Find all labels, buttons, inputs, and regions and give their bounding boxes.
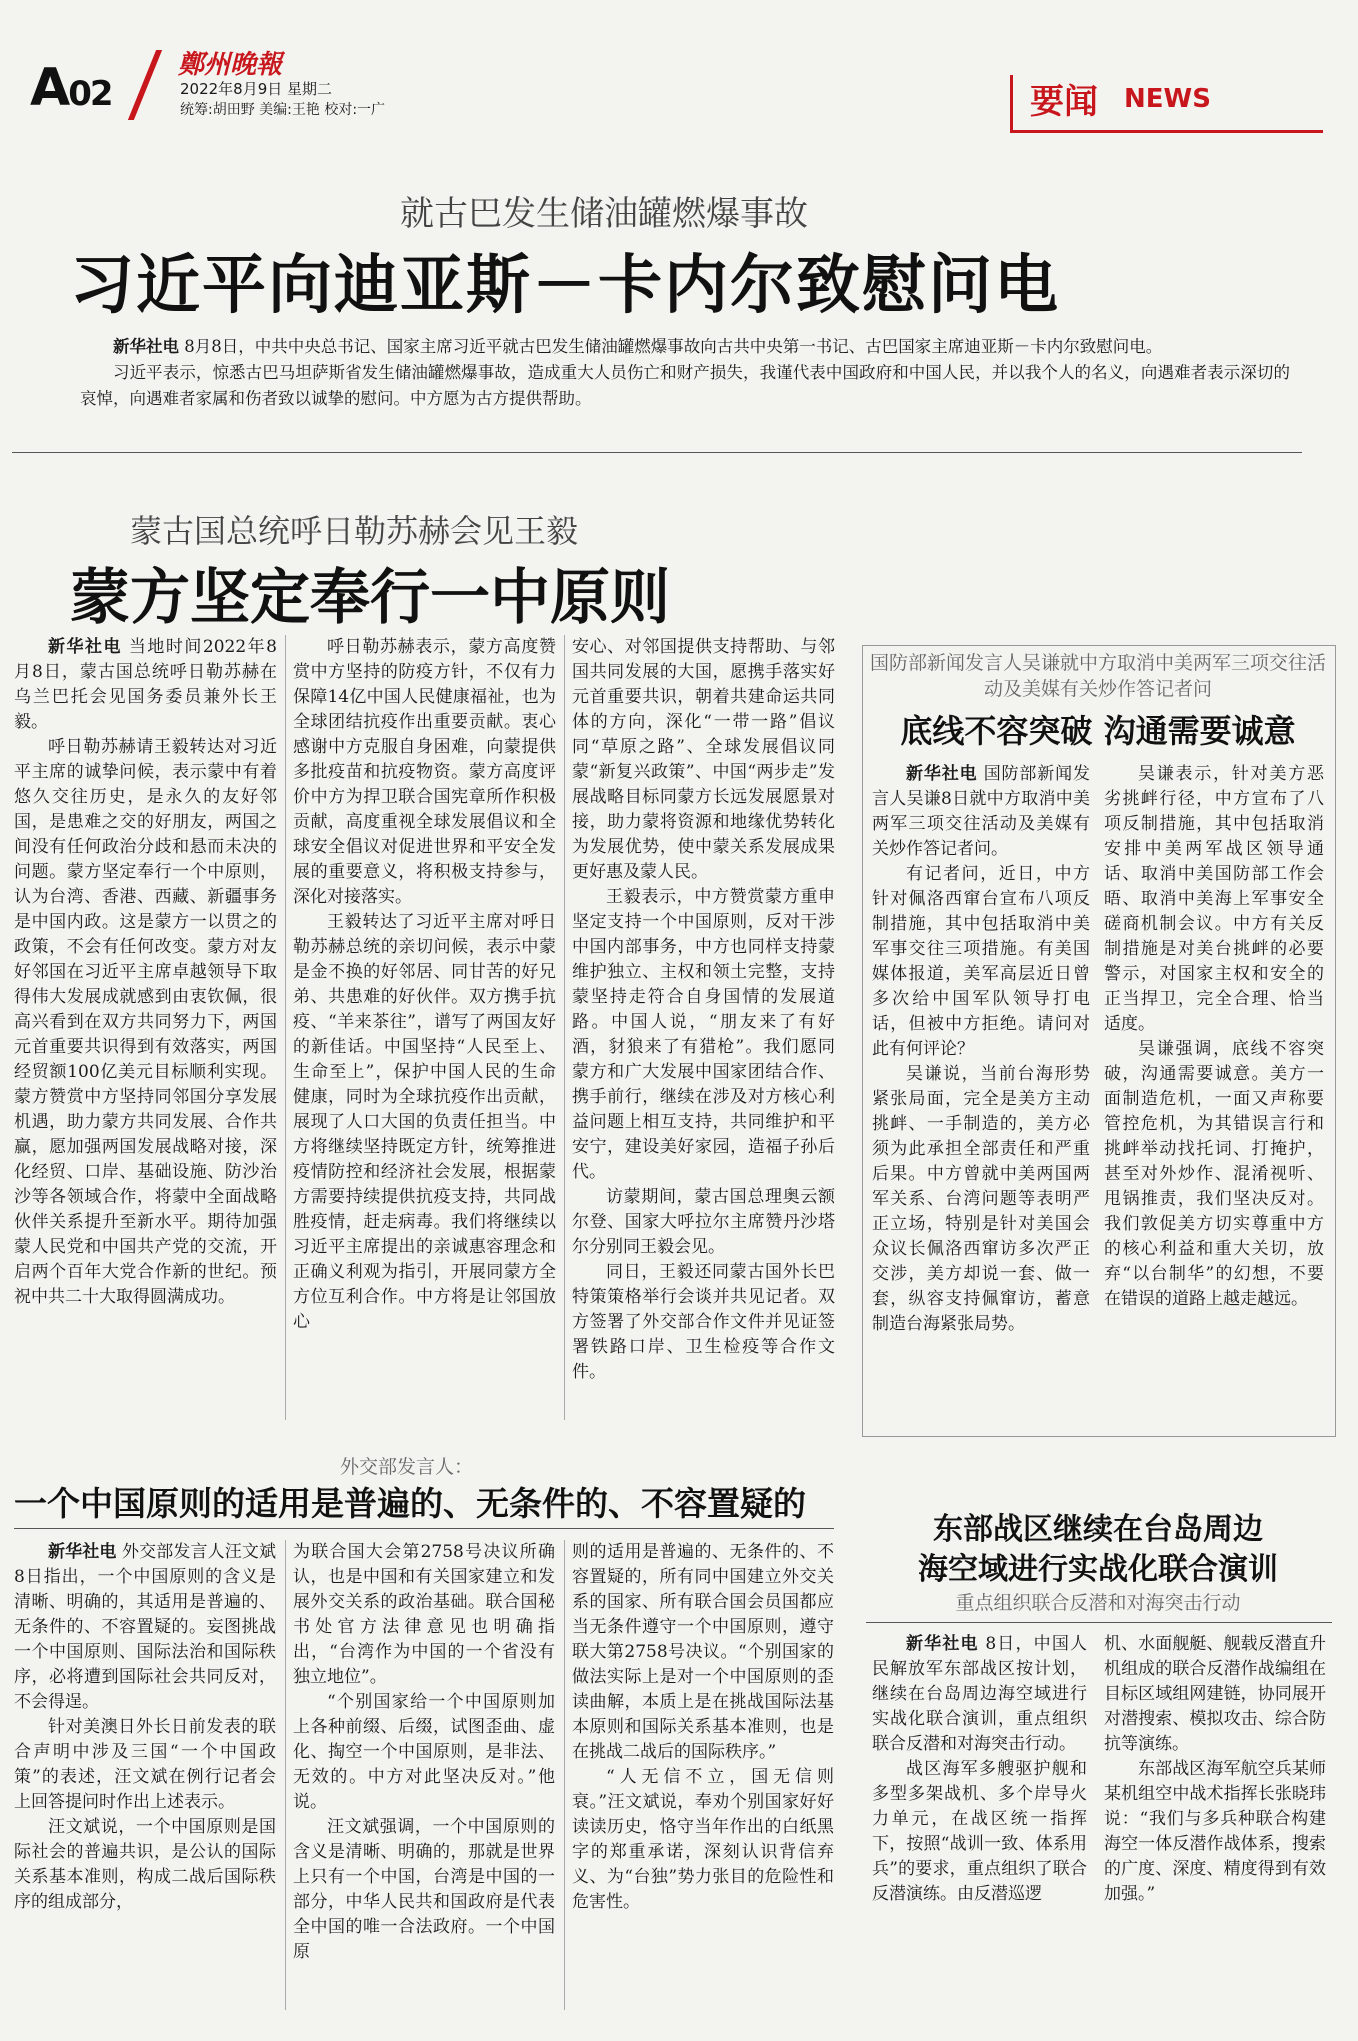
story4-col1-para: 针对美澳日外长日前发表的联合声明中涉及三国“一个中国政策”的表述，汪文斌在例行记者会上回答提问时作出上述表示。	[14, 1717, 276, 1812]
story1-para2: 习近平表示，惊悉古巴马坦萨斯省发生储油罐燃爆事故，造成重大人员伤亡和财产损失，我谨代表中国政府和中国人民，并以我个人的名义，向遇难者表示深切的哀悼，向遇难者家属和伤者致以诚挚的慰问。中方愿为古方提供帮助。	[80, 363, 1290, 408]
story3-col2-para: 吴谦表示，针对美方恶劣挑衅行径，中方宣布了八项反制措施，其中包括取消安排中美两军战区领导通话、取消中美国防部工作会晤、取消中美海上军事安全磋商机制会议。中方有关反制措施是对美台挑衅的必要警示，对国家主权和安全的正当捍卫，完全合理、恰当适度。	[1104, 764, 1324, 1034]
column-divider	[285, 1540, 286, 2010]
story2-col2-para: 王毅转达了习近平主席对呼日勒苏赫总统的亲切问候，表示中蒙是金不换的好邻居、同甘苦的好兄弟、共患难的好伙伴。双方携手抗疫、“羊来茶往”，谱写了两国友好的新佳话。中国坚持“人民至上、生命至上”，保护中国人民的生命健康，同时为全球抗疫作出贡献，展现了人口大国的负责任担当。中方将继续坚持既定方针，统筹推进疫情防控和经济社会发展，根据蒙方需要持续提供抗疫支持，共同战胜疫情，赶走病毒。我们将继续以习近平主席提出的亲诚惠容理念和正确义利观为指引，开展同蒙方全方位互利合作。中方将是让邻国放心	[293, 912, 556, 1332]
story3-lede: 新华社电	[906, 764, 978, 784]
story2-column-2	[293, 635, 556, 1425]
section-title-en: NEWS	[1124, 84, 1211, 114]
story4-column-2	[293, 1540, 555, 2020]
page-letter: A	[30, 58, 69, 118]
story3-subhead: 国防部新闻发言人吴谦就中方取消中美两军三项交往活动及美媒有关炒作答记者问	[870, 652, 1327, 700]
masthead-logo: 鄭州晚報	[178, 50, 283, 80]
story4-col2-para: 汪文斌强调，一个中国原则的含义是清晰、明确的，那就是世界上只有一个中国，台湾是中国的一部分，中华人民共和国政府是代表全中国的唯一合法政府。一个中国原	[293, 1817, 555, 1962]
page-digits: 02	[68, 74, 112, 114]
story3-col1-para: 吴谦说，当前台海形势紧张局面，完全是美方主动挑衅、一手制造的，美方必须为此承担全部责任和严重后果。中方曾就中美两国两军关系、台湾问题等表明严正立场，特别是针对美国会众议长佩洛西窜访多次严正交涉，美方却说一套、做一套，纵容支持佩窜访，蓄意制造台海紧张局势。	[872, 1064, 1090, 1334]
story2-col3-para: 访蒙期间，蒙古国总理奥云额尔登、国家大呼拉尔主席赞丹沙塔尔分别同王毅会见。	[572, 1187, 835, 1257]
staff-credits: 统筹:胡田野 美编:王艳 校对:一广	[180, 102, 386, 118]
story2-kicker: 蒙古国总统呼日勒苏赫会见王毅	[130, 512, 579, 550]
story3-column-1	[872, 762, 1090, 1427]
story5-headline-line1: 东部战区继续在台岛周边	[933, 1512, 1263, 1547]
story4-kicker: 外交部发言人：	[340, 1456, 474, 1478]
story3-col1-para: 有记者问，近日，中方针对佩洛西窜台宣布八项反制措施，其中包括取消中美军事交往三项措施。有美国媒体报道，美军高层近日曾多次给中国军队领导打电话，但被中方拒绝。请问对此有何评论？	[872, 864, 1090, 1059]
story5-subhead: 重点组织联合反潜和对海突击行动	[955, 1592, 1241, 1614]
story1-headline: 习近平向迪亚斯－卡内尔致慰问电	[70, 248, 1060, 323]
story4-col2-para: “个别国家给一个中国原则加上各种前缀、后缀，试图歪曲、虚化、掏空一个中国原则，是非法、无效的。中方对此坚决反对。”他说。	[293, 1692, 555, 1812]
story1-para1: 8月8日，中共中央总书记、国家主席习近平就古巴发生储油罐燃爆事故向古共中央第一书记、古巴国家主席迪亚斯－卡内尔致慰问电。	[184, 337, 1163, 356]
story1-kicker: 就古巴发生储油罐燃爆事故	[400, 194, 808, 234]
page-number	[30, 58, 112, 118]
story4-column-1	[14, 1540, 276, 2020]
story2-headline: 蒙方坚定奉行一中原则	[70, 563, 670, 633]
story3-headline: 底线不容突破 沟通需要诚意	[900, 712, 1296, 750]
story5-column-1	[872, 1632, 1087, 2022]
story5-col2-para: 东部战区海军航空兵某师某机组空中战术指挥长张晓玮说：“我们与多兵种联合构建海空一体反潜作战体系，搜索的广度、深度、精度得到有效加强。”	[1104, 1759, 1326, 1904]
header-slash-decoration	[128, 50, 162, 120]
story5-col1-para: 8日，中国人民解放军东部战区按计划，继续在台岛周边海空域进行实战化联合演训，重点组织联合反潜和对海突击行动。	[872, 1634, 1087, 1754]
story4-col1-para: 外交部发言人汪文斌8日指出，一个中国原则的含义是清晰、明确的，其适用是普遍的、无条件的、不容置疑的。妄图挑战一个中国原则、国际法治和国际秩序，必将遭到国际社会共同反对，不会得逞。	[14, 1542, 276, 1712]
issue-date: 2022年8月9日 星期二	[180, 80, 333, 98]
column-divider	[285, 635, 286, 1420]
story4-column-3	[572, 1540, 834, 2020]
story2-column-1	[14, 635, 277, 1425]
column-divider	[564, 1540, 565, 2010]
story3-col2-para: 吴谦强调，底线不容突破，沟通需要诚意。美方一面制造危机，一面又声称要管控危机，为其错误言行和挑衅举动找托词、打掩护，甚至对外炒作、混淆视听、甩锅推责，我们坚决反对。我们敦促美方切实尊重中方的核心利益和重大关切，放弃“以台制华”的幻想，不要在错误的道路上越走越远。	[1104, 1039, 1324, 1309]
story2-col3-para: 安心、对邻国提供支持帮助、与邻国共同发展的大国，愿携手落实好元首重要共识，朝着共建命运共同体的方向，深化“一带一路”倡议同“草原之路”、全球发展倡议同蒙“新复兴政策”、中国“两步走”发展战略目标同蒙方长远发展愿景对接，助力蒙将资源和地缘优势转化为发展优势，使中蒙关系发展成果更好惠及蒙人民。	[572, 637, 835, 882]
story2-col1-para: 呼日勒苏赫请王毅转达对习近平主席的诚挚问候，表示蒙中有着悠久交往历史，是永久的友好邻国，是患难之交的好朋友，两国之间没有任何政治分歧和悬而未决的问题。蒙方坚定奉行一个中原则，认为台湾、香港、西藏、新疆事务是中国内政。这是蒙方一以贯之的政策，不会有任何改变。蒙方对友好邻国在习近平主席卓越领导下取得伟大发展成就感到由衷钦佩，很高兴看到在双方共同努力下，两国元首重要共识得到有效落实，两国经贸额100亿美元目标顺利实现。蒙方赞赏中方坚持同邻国分享发展机遇，助力蒙方共同发展、合作共赢，愿加强两国发展战略对接，深化经贸、口岸、基础设施、防沙治沙等各领域合作，将蒙中全面战略伙伴关系提升至新水平。期待加强蒙人民党和中国共产党的交流，开启两个百年大党合作新的世纪。预祝中共二十大取得圆满成功。	[14, 737, 277, 1307]
story3-column-2	[1104, 762, 1324, 1427]
story2-col2-para: 呼日勒苏赫表示，蒙方高度赞赏中方坚持的防疫方针，不仅有力保障14亿中国人民健康福祉，也为全球团结抗疫作出重要贡献。衷心感谢中方克服自身困难，向蒙提供多批疫苗和抗疫物资。蒙方高度评价中方为捍卫联合国宪章所作积极贡献，高度重视全球发展倡议和全球安全倡议对促进世界和平安全发展的重要意义，将积极支持参与，深化对接落实。	[293, 637, 556, 907]
story5-column-2	[1104, 1632, 1326, 2022]
story2-col1-para: 当地时间2022年8月8日，蒙古国总统呼日勒苏赫在乌兰巴托会见国务委员兼外长王毅。	[14, 637, 277, 732]
story4-lede: 新华社电	[48, 1542, 117, 1562]
divider	[866, 1622, 1332, 1623]
story4-headline: 一个中国原则的适用是普遍的、无条件的、不容置疑的	[14, 1484, 806, 1523]
story2-col3-para: 王毅表示，中方赞赏蒙方重申坚定支持一个中国原则，反对干涉中国内部事务，中方也同样支持蒙维护独立、主权和领土完整，支持蒙坚持走符合自身国情的发展道路。中国人说，“朋友来了有好酒，豺狼来了有猎枪”。我们愿同蒙方和广大发展中国家团结合作、携手前行，继续在涉及对方核心利益问题上相互支持，共同维护和平安宁，建设美好家园，造福子孙后代。	[572, 887, 835, 1182]
story5-headline-line2: 海空域进行实战化联合演训	[918, 1552, 1278, 1587]
story4-col3-para: 则的适用是普遍的、无条件的、不容置疑的，所有同中国建立外交关系的国家、所有联合国会员国都应当无条件遵守一个中国原则，遵守联大第2758号决议。“个别国家的做法实际上是对一个中国原则的歪读曲解，本质上是在挑战国际法基本原则和国际关系基本准则，也是在挑战二战后的国际秩序。”	[572, 1542, 834, 1762]
story3-col1-para: 国防部新闻发言人吴谦8日就中方取消中美两军三项交往活动及美媒有关炒作答记者问。	[872, 764, 1090, 859]
story2-column-3	[572, 635, 835, 1425]
story4-col2-para: 为联合国大会第2758号决议所确认，也是中国和有关国家建立和发展外交关系的政治基础。联合国秘书处官方法律意见也明确指出，“台湾作为中国的一个省没有独立地位”。	[293, 1542, 555, 1687]
story1-lede: 新华社电	[113, 337, 179, 356]
story5-col2-para: 机、水面舰艇、舰载反潜直升机组成的联合反潜作战编组在目标区域组网建链，协同展开对潜搜索、模拟攻击、综合防抗等演练。	[1104, 1634, 1326, 1754]
divider	[14, 1528, 834, 1529]
story4-col3-para: “人无信不立，国无信则衰。”汪文斌说，奉劝个别国家好好读读历史，恪守当年作出的白纸黑字的郑重承诺，深刻认识背信弃义、为“台独”势力张目的危险性和危害性。	[572, 1767, 834, 1912]
section-title-cn: 要闻	[1030, 82, 1098, 122]
story1-body	[80, 334, 1290, 412]
story2-col3-para: 同日，王毅还同蒙古国外长巴特策策格举行会谈并共见记者。双方签署了外交部合作文件并见证签署铁路口岸、卫生检疫等合作文件。	[572, 1262, 835, 1382]
story5-lede: 新华社电	[906, 1634, 979, 1654]
divider	[12, 452, 1302, 453]
column-divider	[564, 635, 565, 1420]
story4-col1-para: 汪文斌说，一个中国原则是国际社会的普遍共识，是公认的国际关系基本准则，构成二战后国际秩序的组成部分，	[14, 1817, 276, 1912]
story2-lede: 新华社电	[48, 637, 122, 657]
story5-col1-para: 战区海军多艘驱护舰和多型多架战机、多个岸导火力单元，在战区统一指挥下，按照“战训一致、体系用兵”的要求，重点组织了联合反潜演练。由反潜巡逻	[872, 1759, 1087, 1904]
